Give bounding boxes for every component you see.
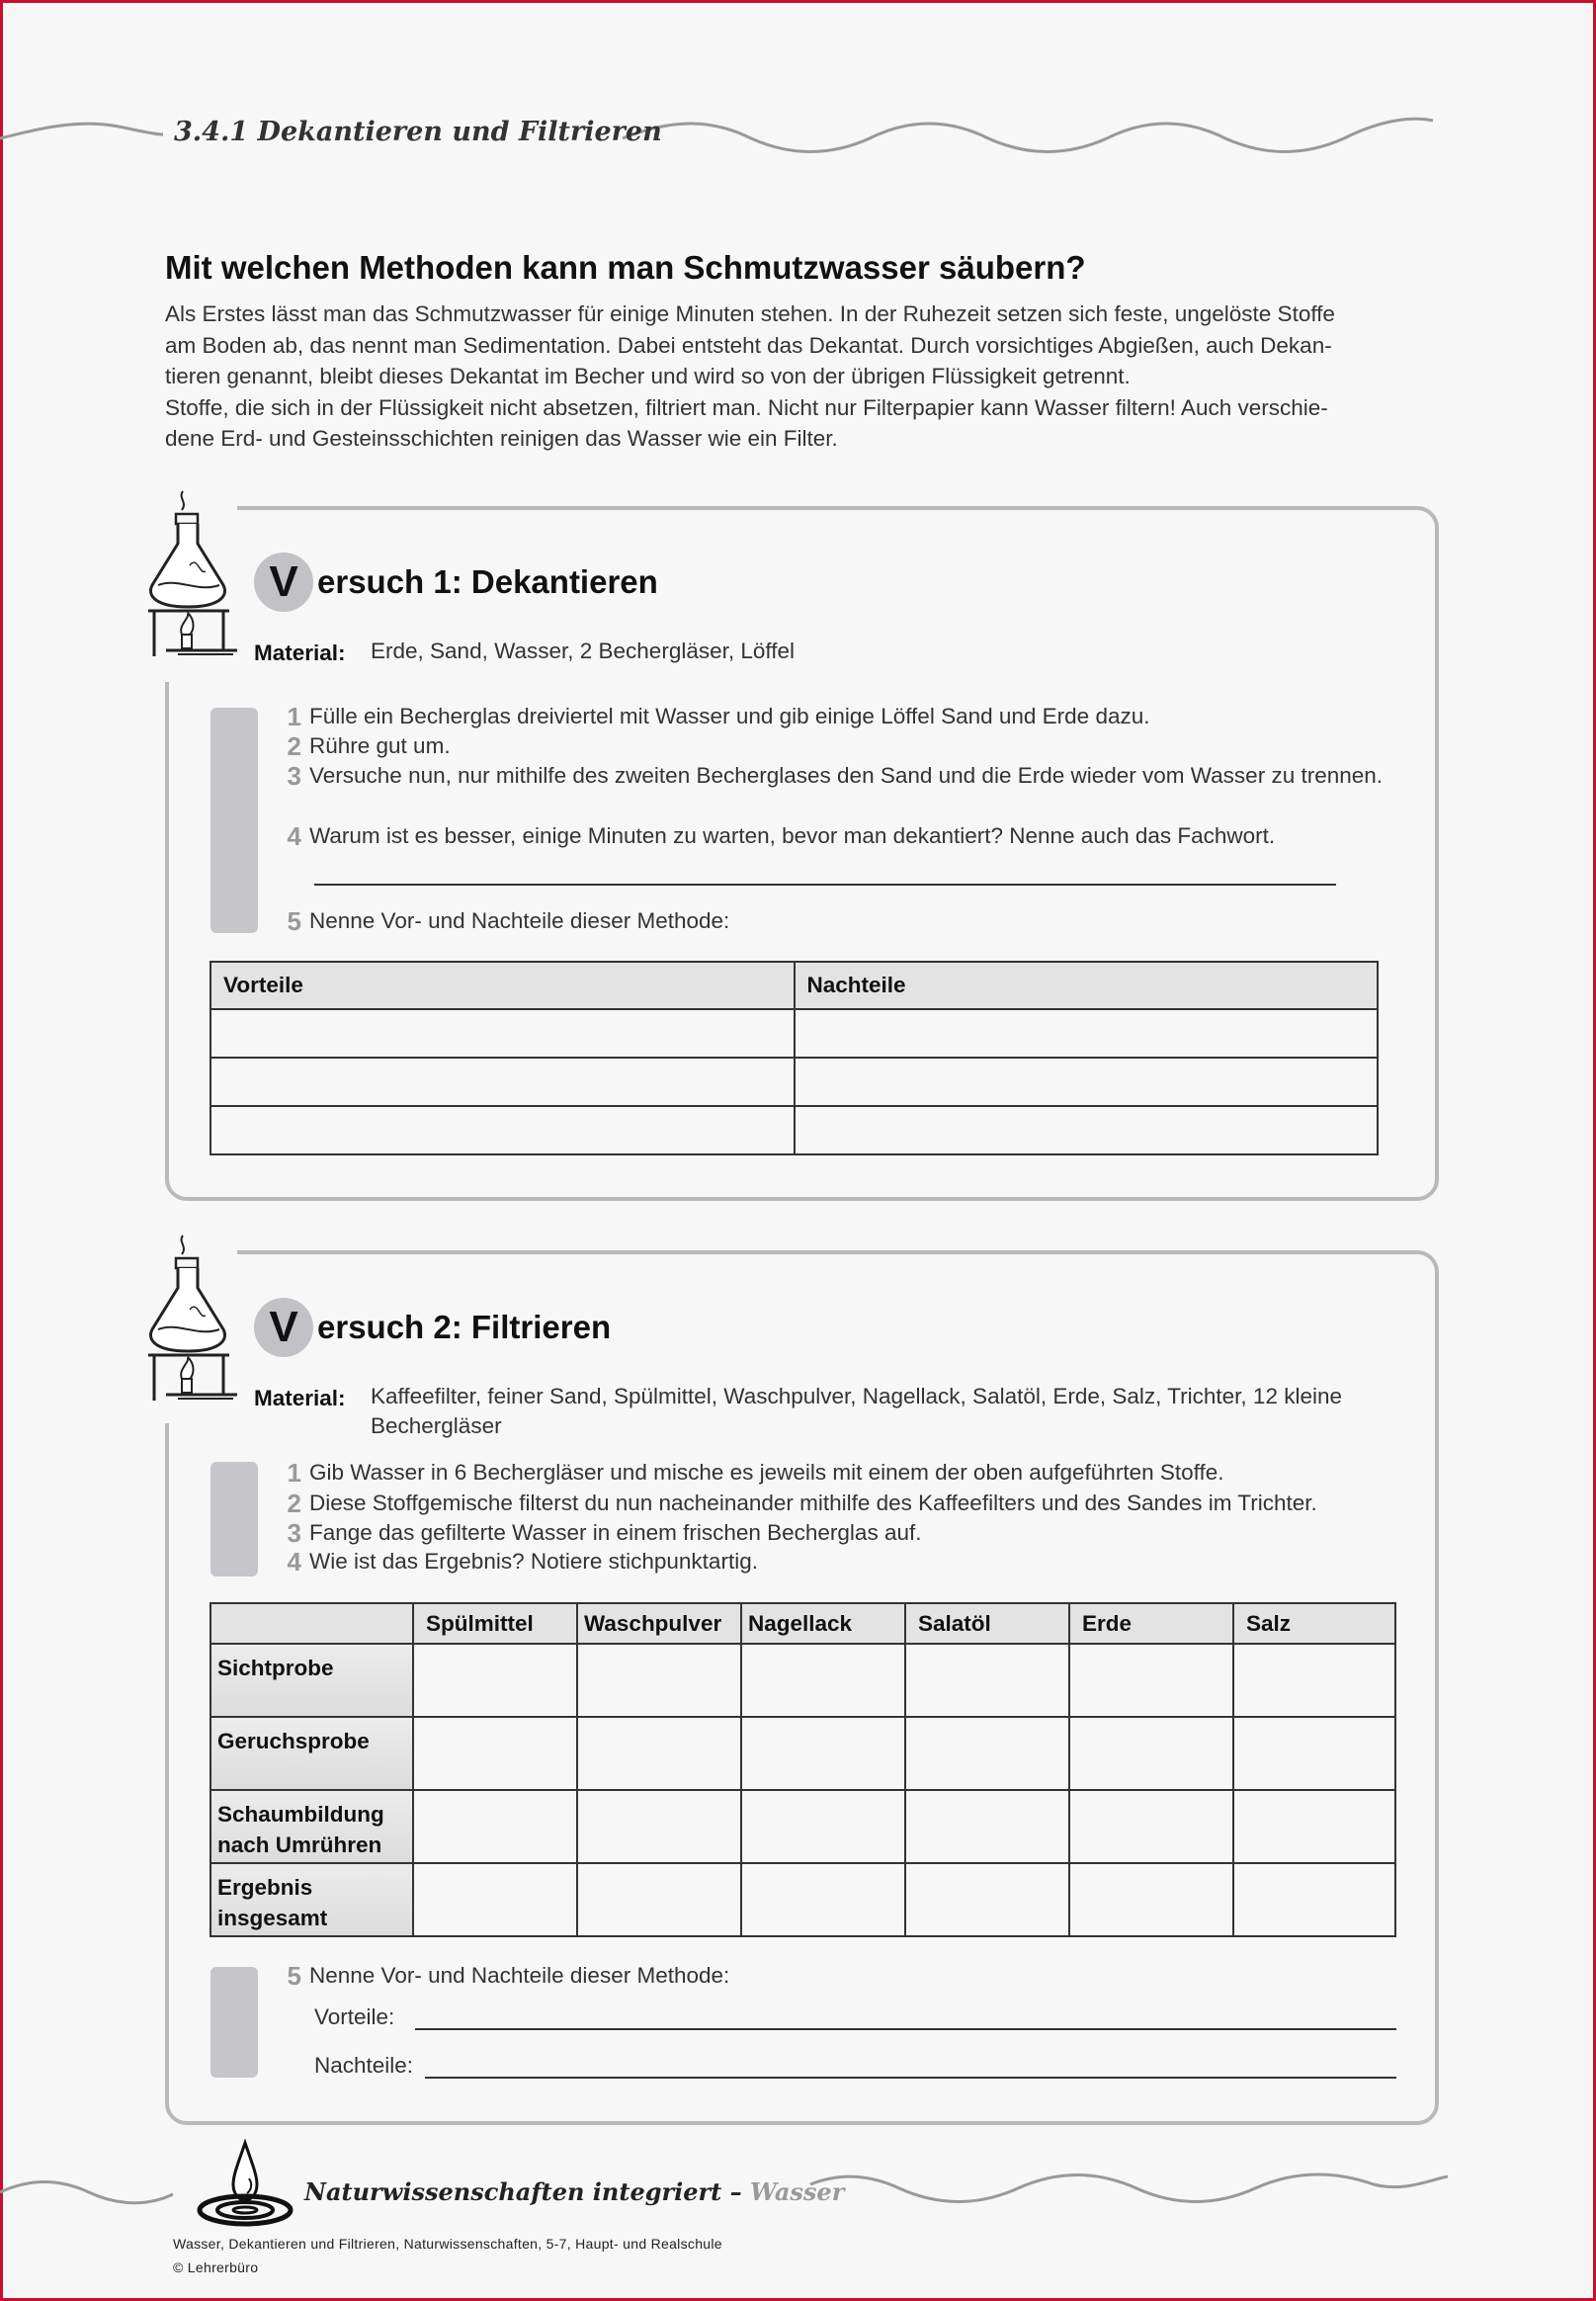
water-drop-icon <box>196 2139 294 2230</box>
table-row-header <box>210 1717 413 1790</box>
task-text: Gib Wasser in 6 Bechergläser und mische es jeweils mit einem der oben aufgeführten Stoffe. <box>309 1460 1224 1485</box>
nachteile-label: Nachteile: <box>314 2053 414 2078</box>
page-title: Mit welchen Methoden kann man Schmutzwasser säubern? <box>165 249 1086 286</box>
v-initial-badge: V <box>254 553 313 612</box>
experiment-1-title-text: ersuch 1: Dekantieren <box>317 563 658 600</box>
table-row <box>210 1106 1378 1154</box>
task-number: 4 <box>287 1547 301 1577</box>
task-sidebar <box>210 1967 258 2078</box>
flask-burner-icon <box>138 1231 242 1408</box>
flask-burner-icon <box>138 486 242 664</box>
task-item <box>274 1489 1420 1518</box>
experiment-2-material <box>254 1386 1420 1441</box>
task-item <box>274 702 1410 731</box>
table-cell[interactable] <box>577 1790 741 1863</box>
task-number: 2 <box>287 1489 301 1518</box>
pros-cons-table <box>210 961 1379 1155</box>
table-cell[interactable] <box>795 1106 1379 1154</box>
table-cell[interactable] <box>413 1790 577 1863</box>
section-label: 3.4.1 Dekantieren und Filtrieren <box>174 117 662 147</box>
table-row-header <box>210 1863 413 1936</box>
table-cell[interactable] <box>1069 1717 1233 1790</box>
material-label: Material: <box>254 640 346 665</box>
intro-line: am Boden ab, das nennt man Sedimentation. Dabei entsteht das Dekantat. Durch vorsichtiges Abgießen, auch Dekan- <box>165 332 1332 358</box>
task-text: Diese Stoffgemische filterst du nun nacheinander mithilfe des Kaffeefilters und des Sandes im Trichter. <box>309 1491 1317 1515</box>
task-item <box>274 1458 1420 1488</box>
table-column-header: Salatöl <box>905 1603 1069 1644</box>
task-text: Nenne Vor- und Nachteile dieser Methode: <box>309 908 730 933</box>
intro-text <box>165 298 1440 455</box>
task-number: 4 <box>287 821 301 851</box>
table-row <box>210 1644 1395 1717</box>
table-row <box>210 1790 1395 1863</box>
table-cell[interactable] <box>741 1863 905 1936</box>
task-text: Rühre gut um. <box>309 733 451 758</box>
table-cell[interactable] <box>741 1717 905 1790</box>
v-initial-badge: V <box>254 1298 313 1357</box>
table-cell[interactable] <box>413 1863 577 1936</box>
table-cell[interactable] <box>905 1644 1069 1717</box>
table-cell[interactable] <box>1233 1644 1395 1717</box>
row-label: insgesamt <box>217 1906 328 1930</box>
intro-line: tieren genannt, bleibt dieses Dekantat im Becher und wird so von der übrigen Flüssigkeit getrennt. <box>165 364 1131 388</box>
row-label: Geruchsprobe <box>217 1729 370 1753</box>
table-cell[interactable] <box>1069 1863 1233 1936</box>
table-column-header: Salz <box>1233 1603 1395 1644</box>
task-sidebar <box>210 1462 258 1577</box>
vorteile-label: Vorteile: <box>314 2004 395 2029</box>
table-cell[interactable] <box>413 1717 577 1790</box>
task-text: Nenne Vor- und Nachteile dieser Methode: <box>309 1963 730 1988</box>
table-column-header: Nagellack <box>741 1603 905 1644</box>
task-item <box>274 821 1410 851</box>
vorteile-answer-line[interactable] <box>415 2028 1396 2030</box>
table-cell[interactable] <box>210 1106 795 1154</box>
table-cell[interactable] <box>1233 1863 1395 1936</box>
table-cell[interactable] <box>1069 1644 1233 1717</box>
table-row <box>210 1717 1395 1790</box>
intro-line: Stoffe, die sich in der Flüssigkeit nicht absetzen, filtriert man. Nicht nur Filterpapier kann Wasser filtern! Auch verschie- <box>165 394 1328 420</box>
task-number: 5 <box>287 1961 301 1991</box>
task-item <box>274 1961 1420 1991</box>
task-text: Versuche nun, nur mithilfe des zweiten Becherglases den Sand und die Erde wieder vom Wasser zu trennen. <box>309 763 1384 788</box>
task-item <box>274 1518 1420 1548</box>
table-cell[interactable] <box>905 1863 1069 1936</box>
table-header-vorteile: Vorteile <box>210 962 795 1009</box>
task-number: 3 <box>287 1518 301 1548</box>
table-row-header <box>210 1790 413 1863</box>
answer-line[interactable] <box>314 884 1336 886</box>
table-cell[interactable] <box>905 1790 1069 1863</box>
task-item <box>274 906 1410 936</box>
row-label: Ergebnis <box>217 1875 313 1900</box>
material-label: Material: <box>254 1386 346 1410</box>
experiment-1-title <box>254 553 658 612</box>
task-number: 5 <box>287 906 301 936</box>
material-text: Kaffeefilter, feiner Sand, Spülmittel, Waschpulver, Nagellack, Salatöl, Erde, Salz, Trichter, 12 kleine Bechergläser <box>371 1384 1343 1438</box>
table-row-header <box>210 1644 413 1717</box>
footer-title <box>304 2177 844 2206</box>
table-cell[interactable] <box>577 1717 741 1790</box>
table-header-nachteile: Nachteile <box>795 962 1379 1009</box>
results-table <box>210 1602 1396 1937</box>
table-column-header: Erde <box>1069 1603 1233 1644</box>
table-row <box>210 1058 1378 1106</box>
footer-series-title: Naturwissenschaften integriert – <box>304 2177 742 2206</box>
table-cell[interactable] <box>577 1863 741 1936</box>
table-cell[interactable] <box>905 1717 1069 1790</box>
task-number: 1 <box>287 1458 301 1488</box>
nachteile-answer-line[interactable] <box>425 2077 1396 2079</box>
footer-credit: Wasser, Dekantieren und Filtrieren, Naturwissenschaften, 5-7, Haupt- und Realschule <box>173 2236 722 2252</box>
table-row <box>210 1863 1395 1936</box>
table-cell[interactable] <box>413 1644 577 1717</box>
intro-line: Als Erstes lässt man das Schmutzwasser für einige Minuten stehen. In der Ruhezeit setzen sich feste, ungelöste Stoffe <box>165 301 1335 326</box>
task-item <box>274 1547 1420 1577</box>
table-cell[interactable] <box>210 1009 795 1058</box>
table-cell[interactable] <box>795 1009 1379 1058</box>
table-cell[interactable] <box>741 1790 905 1863</box>
table-cell[interactable] <box>1233 1717 1395 1790</box>
task-text: Wie ist das Ergebnis? Notiere stichpunktartig. <box>309 1549 758 1574</box>
table-corner-cell <box>210 1603 413 1644</box>
table-column-header: Spülmittel <box>413 1603 577 1644</box>
task-number: 2 <box>287 731 301 761</box>
task-item <box>274 731 1410 761</box>
row-label: Schaumbildung <box>217 1802 384 1827</box>
table-cell[interactable] <box>210 1058 795 1106</box>
table-column-header: Waschpulver <box>577 1603 741 1644</box>
experiment-2-title <box>254 1298 611 1357</box>
footer-copyright: © Lehrerbüro <box>173 2259 259 2275</box>
table-cell[interactable] <box>1069 1790 1233 1863</box>
task-sidebar <box>210 708 258 933</box>
task-text: Fülle ein Becherglas dreiviertel mit Wasser und gib einige Löffel Sand und Erde dazu. <box>309 704 1150 728</box>
task-item <box>274 761 1410 791</box>
row-label: nach Umrühren <box>217 1832 382 1857</box>
row-label: Sichtprobe <box>217 1656 334 1680</box>
task-text: Fange das gefilterte Wasser in einem frischen Becherglas auf. <box>309 1520 922 1545</box>
task-number: 1 <box>287 702 301 731</box>
task-text: Warum ist es besser, einige Minuten zu warten, bevor man dekantiert? Nenne auch das Fachwort. <box>309 823 1276 848</box>
table-cell[interactable] <box>1233 1790 1395 1863</box>
table-cell[interactable] <box>741 1644 905 1717</box>
table-cell[interactable] <box>577 1644 741 1717</box>
experiment-1-material <box>254 640 1420 666</box>
material-text: Erde, Sand, Wasser, 2 Bechergläser, Löffel <box>371 639 795 663</box>
footer-subtitle: Wasser <box>749 2177 845 2206</box>
task-number: 3 <box>287 761 301 791</box>
experiment-2-title-text: ersuch 2: Filtrieren <box>317 1309 612 1345</box>
table-cell[interactable] <box>795 1058 1379 1106</box>
intro-line: dene Erd- und Gesteinsschichten reinigen das Wasser wie ein Filter. <box>165 426 838 451</box>
table-row <box>210 1009 1378 1058</box>
